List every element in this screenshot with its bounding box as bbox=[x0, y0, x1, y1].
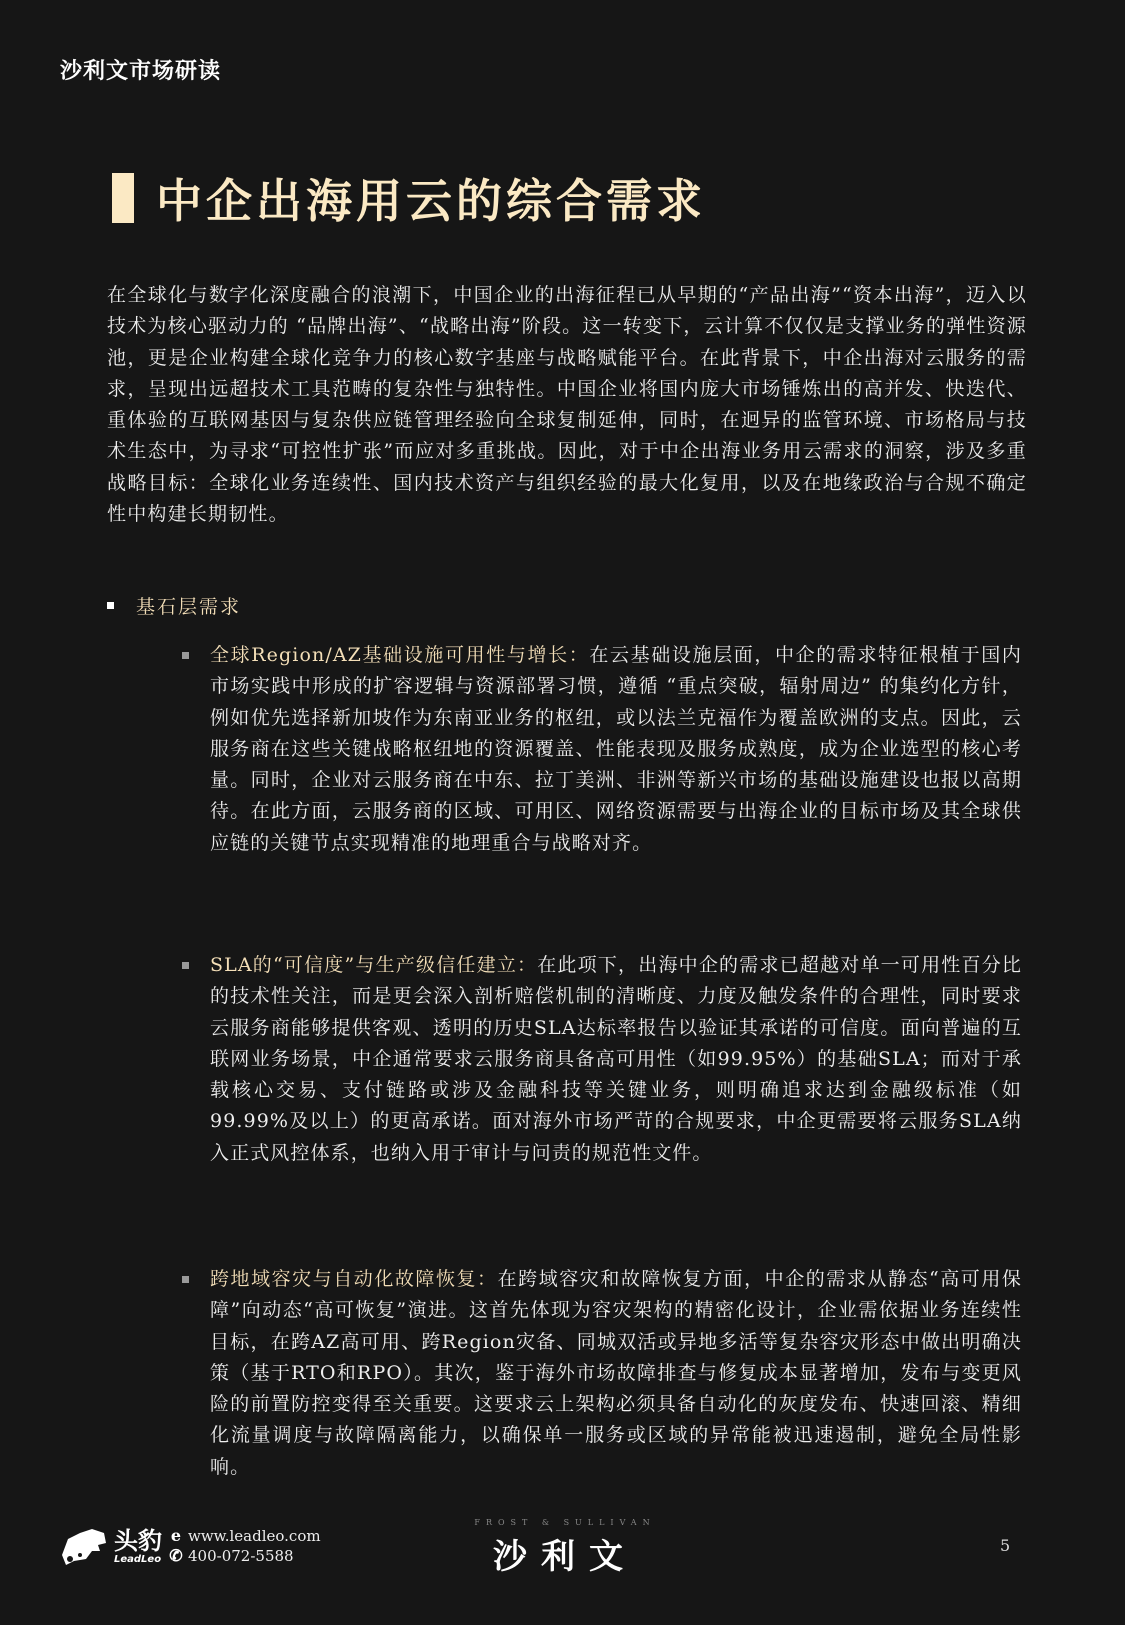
list-item bbox=[182, 640, 1022, 859]
phone-number: 400-072-5588 bbox=[188, 1547, 294, 1565]
item-text: 在此项下，出海中企的需求已超越对单一可用性百分比的技术性关注，而是更会深入剖析赔偿机制的清晰度、力度及触发条件的合理性，同时要求云服务商能够提供客观、透明的历史SLA达标率报告以验证其承诺的可信度。面向普遍的互联网业务场景，中企通常要求云服务商具备高可用性（如99.95%）的基础SLA；而对于承载核心交易、支付链路或涉及金融科技等关键业务，则明确追求达到金融级标准（如99.99%及以上）的更高承诺。面对海外市场严苛的合规要求，中企更需要将云服务SLA纳入正式风控体系，也纳入用于审计与问责的规范性文件。 bbox=[210, 954, 1022, 1164]
header-brand: 沙利文市场研读 bbox=[60, 59, 222, 84]
frost-sullivan-logo bbox=[460, 1518, 670, 1578]
item-lead: 跨地域容灾与自动化故障恢复： bbox=[210, 1268, 498, 1290]
page-title: 中企出海用云的综合需求 bbox=[156, 174, 706, 228]
item-text: 在云基础设施层面，中企的需求特征根植于国内市场实践中形成的扩容逻辑与资源部署习惯，遵循 “重点突破，辐射周边” 的集约化方针，例如优先选择新加坡作为东南亚业务的枢纽，或以法兰克福作为覆盖欧洲的支点。因此，云服务商在这些关键战略枢纽地的资源覆盖、性能表现及服务成熟度，成为企业选型的核心考量。同时，企业对云服务商在中东、拉丁美洲、非洲等新兴市场的基础设施建设也报以高期待。在此方面，云服务商的区域、可用区、网络资源需要与出海企业的目标市场及其全球供应链的关键节点实现精准的地理重合与战略对齐。 bbox=[210, 644, 1022, 854]
partner-cn: 沙利文 bbox=[493, 1537, 637, 1577]
intro-paragraph: 在全球化与数字化深度融合的浪潮下，中国企业的出海征程已从早期的“产品出海”“资本出海”，迈入以技术为核心驱动力的 “品牌出海”、“战略出海”阶段。这一转变下，云计算不仅仅是支撑业务的弹性资源池，更是企业构建全球化竞争力的核心数字基座与战略赋能平台。在此背景下，中企出海对云服务的需求，呈现出远超技术工具范畴的复杂性与独特性。中国企业将国内庞大市场锤炼出的高并发、快迭代、重体验的互联网基因与复杂供应链管理经验向全球复制延伸，同时，在迥异的监管环境、市场格局与技术生态中，为寻求“可控性扩张”而应对多重挑战。因此，对于中企出海业务用云需求的洞察，涉及多重战略目标：全球化业务连续性、国内技术资产与组织经验的最大化复用，以及在地缘政治与合规不确定性中构建长期韧性。 bbox=[107, 284, 1027, 526]
sub-bullet-icon bbox=[182, 1276, 189, 1283]
web-icon: e bbox=[170, 1526, 182, 1545]
logo-en: LeadLeo bbox=[114, 1553, 162, 1565]
bullet-icon bbox=[107, 602, 114, 609]
sub-bullet-icon bbox=[182, 962, 189, 969]
partner-en: FROST & SULLIVAN bbox=[474, 1518, 656, 1527]
page-number: 5 bbox=[1000, 1536, 1011, 1555]
list-item bbox=[182, 1264, 1022, 1483]
item-lead: SLA的“可信度”与生产级信任建立： bbox=[210, 954, 538, 976]
title-accent-bar bbox=[112, 173, 134, 223]
page-title-block bbox=[112, 165, 706, 231]
item-lead: 全球Region/AZ基础设施可用性与增长： bbox=[210, 644, 590, 666]
website-link[interactable]: www.leadleo.com bbox=[188, 1527, 321, 1545]
phone-icon: ✆ bbox=[169, 1546, 183, 1565]
footer-leadleo bbox=[58, 1525, 321, 1567]
logo-cn: 头豹 bbox=[114, 1526, 162, 1555]
list-item bbox=[182, 950, 1022, 1169]
item-text: 在跨域容灾和故障恢复方面，中企的需求从静态“高可用保障”向动态“高可恢复”演进。这首先体现为容灾架构的精密化设计，企业需依据业务连续性目标，在跨AZ高可用、跨Region灾备、同城双活或异地多活等复杂容灾形态中做出明确决策（基于RTO和RPO）。其次，鉴于海外市场故障排查与修复成本显著增加，发布与变更风险的前置防控变得至关重要。这要求云上架构必须具备自动化的灰度发布、快速回滚、精细化流量调度与故障隔离能力，以确保单一服务或区域的异常能被迅速遏制，避免全局性影响。 bbox=[210, 1268, 1022, 1478]
section-title: 基石层需求 bbox=[136, 596, 242, 618]
sub-bullet-icon bbox=[182, 652, 189, 659]
contact-info bbox=[168, 1526, 321, 1566]
section-heading bbox=[107, 592, 241, 619]
leopard-logo-icon bbox=[58, 1525, 108, 1567]
leadleo-wordmark bbox=[114, 1528, 162, 1565]
